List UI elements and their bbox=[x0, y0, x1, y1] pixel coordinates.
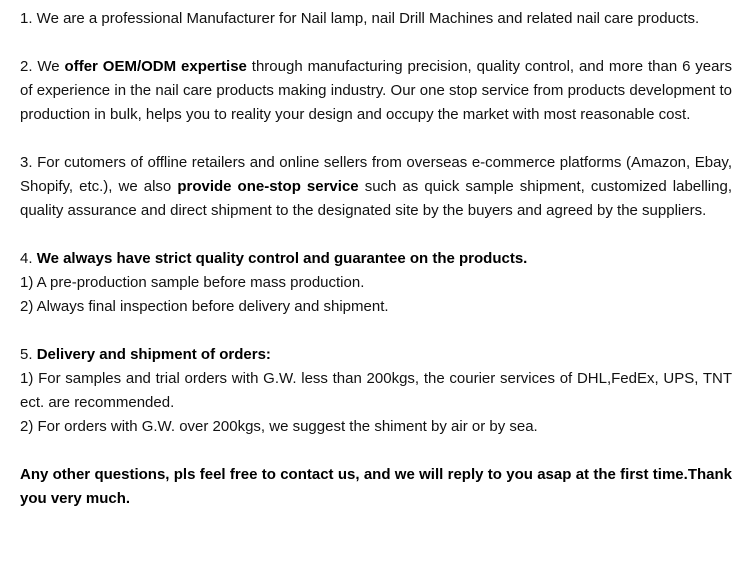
item-1-paragraph: 1. We are a professional Manufacturer for Nail lamp, nail Drill Machines and related nail care products. bbox=[20, 10, 700, 27]
item-4-prefix: 4. bbox=[20, 250, 37, 267]
closing-paragraph bbox=[20, 463, 732, 511]
paragraph-gap bbox=[20, 31, 732, 55]
item-4-bold: We always have strict quality control and guarantee on the products. bbox=[36, 250, 528, 267]
item-3-paragraph bbox=[20, 151, 732, 223]
item-5-sub-2: 2) For orders with G.W. over 200kgs, we suggest the shiment by air or by sea. bbox=[20, 418, 538, 435]
item-4-sub-1: 1) A pre-production sample before mass production. bbox=[20, 274, 365, 291]
closing-bold: Any other questions, pls feel free to contact us, and we will reply to you asap at the first time.Thank you very much. bbox=[20, 466, 732, 507]
paragraph-gap bbox=[20, 439, 732, 463]
item-3-prefix: 3. For cutomers of offline retailers and online sellers from overseas e-commerce platforms (Amazon, Ebay, Shopify, etc.), we also bbox=[20, 154, 732, 195]
item-5-bold: Delivery and shipment of orders: bbox=[36, 346, 271, 363]
item-5-sub-1: 1) For samples and trial orders with G.W. less than 200kgs, the courier services of DHL,FedEx, UPS, TNT ect. are recommended. bbox=[20, 370, 732, 411]
paragraph-gap bbox=[20, 223, 732, 247]
item-2-prefix: 2. We bbox=[20, 58, 65, 75]
item-5-prefix: 5. bbox=[20, 346, 37, 363]
item-2-bold: offer OEM/ODM expertise bbox=[64, 58, 247, 75]
item-2-suffix: through manufacturing precision, quality control, and more than 6 years of experience in the nail care products making industry. Our one stop service from products development to production in bulk, helps you to reality your design and occupy the market with most reasonable cost. bbox=[20, 58, 732, 123]
paragraph-gap bbox=[20, 127, 732, 151]
item-3-bold: provide one-stop service bbox=[177, 178, 359, 195]
item-4-heading bbox=[20, 247, 732, 271]
document-body bbox=[20, 7, 732, 511]
item-3-suffix: such as quick sample shipment, customized labelling, quality assurance and direct shipment to the designated site by the buyers and agreed by the suppliers. bbox=[20, 178, 732, 219]
item-4-sub-2: 2) Always final inspection before delivery and shipment. bbox=[20, 298, 389, 315]
item-2-paragraph bbox=[20, 55, 732, 127]
item-5-heading bbox=[20, 343, 732, 367]
paragraph-gap bbox=[20, 319, 732, 343]
